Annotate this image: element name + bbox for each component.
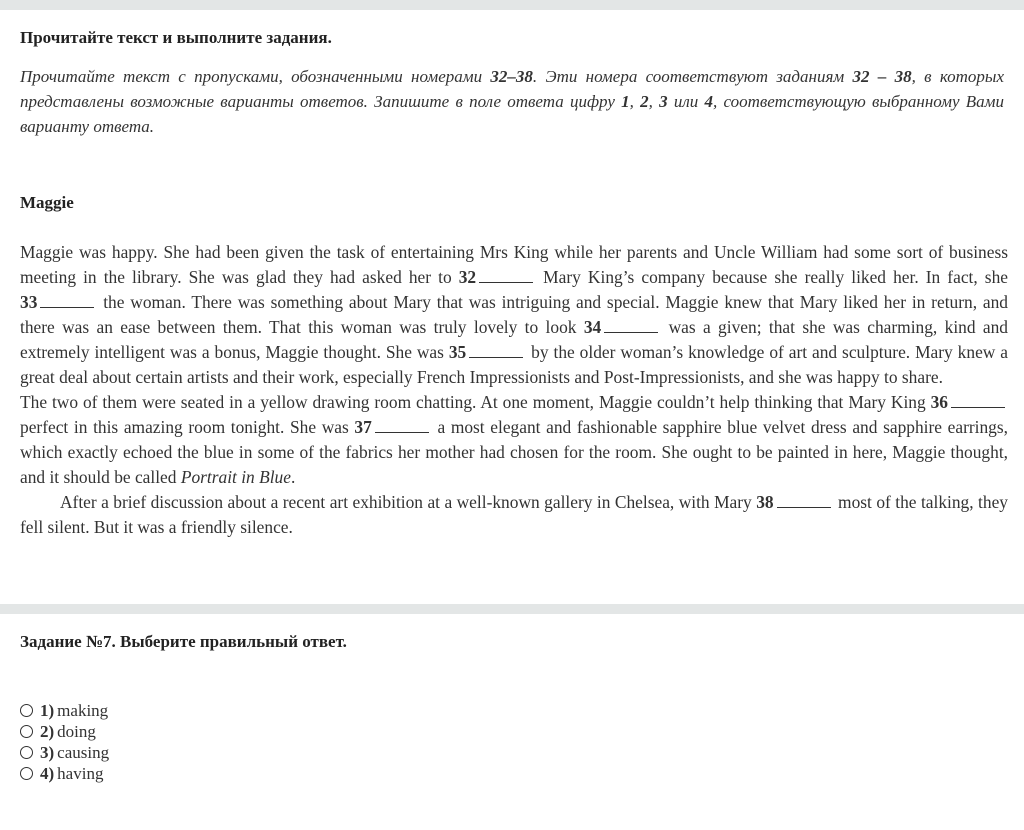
passage-paragraph-2 — [20, 390, 1008, 490]
instruction-digit: 3 — [659, 92, 668, 111]
radio-button[interactable] — [20, 746, 33, 759]
passage-text-run: Maggie was happy. She had been given the task of entertaining Mrs King while her parents and Uncle William had some sort of business meeting in the library. She was glad they had asked her to — [20, 242, 1008, 287]
gap-blank — [604, 318, 658, 333]
gap-blank — [479, 268, 533, 283]
gap-33 — [20, 292, 97, 312]
instruction-digit: 1 — [621, 92, 630, 111]
instruction-sep: , — [648, 92, 660, 111]
passage-text-run: a most elegant and fashionable sapphire blue velvet dress and sapphire earrings, which exactly echoed the blue in some of the fabrics her mother had chosen for the room. She ought to be painted in here, Maggie thought, and it should be called — [20, 417, 1008, 487]
passage-text-run: by the older woman’s knowledge of art and sculpture. Mary knew a great deal about certain artists and their work, especially French Impressionists and Post-Impressionists, and she was happy to share. — [20, 342, 1009, 387]
gap-number: 32 — [458, 267, 477, 287]
passage-text-run: . — [290, 467, 296, 487]
gap-34 — [584, 317, 661, 337]
instruction-digit: 4 — [704, 92, 713, 111]
passage-text-run: most of the talking, they fell silent. But it was a friendly silence. — [20, 492, 1008, 537]
answer-option-1[interactable] — [20, 700, 109, 721]
instruction-text — [20, 64, 1004, 139]
gap-number: 33 — [20, 292, 38, 312]
passage-text-run: the woman. There was something about Mary that was intriguing and special. Maggie knew that Mary liked her in return, and there was an ease between them. That this woman was truly lovely to look — [20, 292, 1008, 337]
gap-blank — [951, 393, 1005, 408]
gap-32 — [459, 267, 536, 287]
radio-button[interactable] — [20, 725, 33, 738]
gap-37 — [354, 417, 431, 437]
answer-option-2[interactable] — [20, 721, 109, 742]
gap-number: 38 — [756, 492, 774, 512]
instruction-part: , соответствующую выбранному Вами варианту ответа. — [20, 92, 1005, 136]
instruction-part: . Эти номера соответствуют заданиям — [532, 67, 853, 86]
option-text: doing — [57, 721, 96, 741]
radio-button[interactable] — [20, 704, 33, 717]
gap-35 — [449, 342, 526, 362]
instruction-range: 32–38 — [490, 67, 533, 86]
passage-text-run: After a brief discussion about a recent art exhibition at a well-known gallery in Chelsea, with Mary — [60, 492, 757, 512]
option-number: 1) — [40, 700, 55, 720]
radio-button[interactable] — [20, 767, 33, 780]
portrait-title: Portrait in Blue — [180, 467, 291, 487]
gap-blank — [375, 418, 429, 433]
option-text: making — [57, 700, 109, 720]
gap-number: 36 — [930, 392, 948, 412]
instruction-range: 32 – 38 — [852, 67, 912, 86]
gap-number: 34 — [583, 317, 602, 337]
gap-36 — [931, 392, 1008, 412]
answer-options — [20, 700, 109, 784]
passage-text — [20, 240, 1008, 540]
page-heading: Прочитайте текст и выполните задания. — [20, 28, 332, 47]
gap-blank — [777, 493, 831, 508]
instruction-sep: или — [667, 92, 705, 111]
passage-text-run: perfect in this amazing room tonight. She was — [20, 417, 355, 437]
option-number: 2) — [40, 721, 55, 741]
gap-38 — [756, 492, 833, 512]
passage-paragraph-1 — [20, 240, 1008, 390]
option-text: causing — [57, 742, 110, 762]
answer-option-4[interactable] — [20, 763, 109, 784]
gap-number: 35 — [448, 342, 467, 362]
gap-blank — [40, 293, 94, 308]
task-heading: Задание №7. Выберите правильный ответ. — [20, 632, 347, 651]
instruction-sep: , — [629, 92, 641, 111]
passage-title: Maggie — [20, 193, 74, 212]
option-number: 4) — [40, 763, 55, 783]
instruction-part: , в которых представлены возможные варианты ответов. Запишите в поле ответа цифру — [20, 67, 1004, 111]
option-text: having — [57, 763, 104, 783]
gap-blank — [469, 343, 523, 358]
passage-text-run: The two of them were seated in a yellow drawing room chatting. At one moment, Maggie couldn’t help thinking that Mary King — [20, 392, 931, 412]
passage-text-run: Mary King’s company because she really liked her. In fact, she — [536, 267, 1008, 287]
top-divider-band — [0, 0, 1024, 10]
instruction-digit: 2 — [640, 92, 649, 111]
option-number: 3) — [40, 742, 55, 762]
section-divider-band — [0, 604, 1024, 614]
passage-text-run: was a given; that she was charming, kind and extremely intelligent was a bonus, Maggie thought. She was — [20, 317, 1009, 362]
gap-number: 37 — [354, 417, 372, 437]
answer-option-3[interactable] — [20, 742, 109, 763]
instruction-part: Прочитайте текст с пропусками, обозначенными номерами — [20, 67, 491, 86]
passage-paragraph-3 — [20, 490, 1008, 540]
